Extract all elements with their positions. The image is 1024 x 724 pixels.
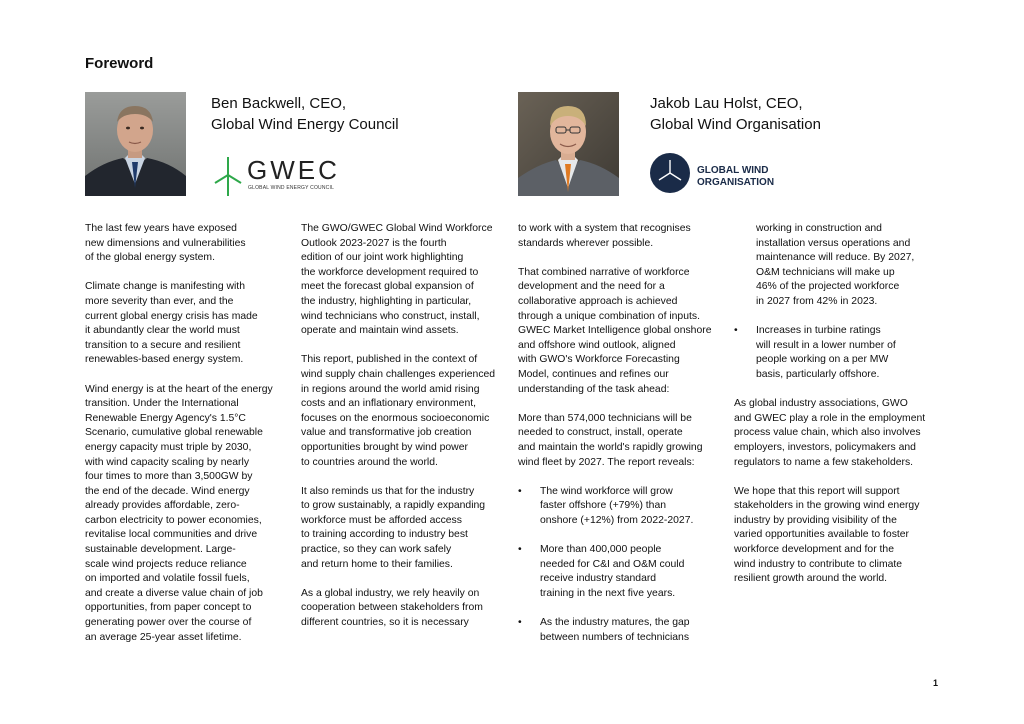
text-line: an average 25-year asset lifetime. [85,631,242,643]
paragraph [301,353,506,470]
ceo-org-line: Global Wind Energy Council [211,116,399,133]
text-column-2 [301,222,506,645]
paragraph [734,485,939,587]
text-line: four times to more than 3,500GW by [85,471,253,483]
paragraph [518,266,723,397]
text-column-4 [734,222,939,601]
text-line: energy capacity must triple by 2030, [85,441,252,453]
text-line: between numbers of technicians [540,631,690,643]
text-line: wind industry to contribute to climate [734,558,903,570]
gwec-logo [213,155,338,197]
ceo-name-line: Ben Backwell, CEO, [211,95,347,112]
text-line: resilient growth around the world. [734,573,888,585]
text-line: O&M technicians will make up [756,266,895,278]
bullet-item [518,485,723,529]
text-line: with GWO's Workforce Forecasting [518,354,680,366]
text-line: meet the forecast global expansion of [301,281,474,293]
ceo-name-backwell [211,93,399,135]
text-line: maintenance will reduce. By 2027, [756,252,915,264]
text-line: Climate change is manifesting with [85,281,245,293]
text-line: and GWEC play a role in the employment [734,412,926,424]
text-line: it abundantly clear the world must [85,325,240,337]
text-line: people working on a per MW [756,354,889,366]
text-line: and maintain the world's rapidly growing [518,441,703,453]
text-line: through a unique combination of inputs. [518,310,700,322]
text-line: new dimensions and vulnerabilities [85,237,246,249]
text-line: of the global energy system. [85,252,215,264]
text-line: working in construction and [756,223,882,234]
text-line: • More than 400,000 people [540,544,662,556]
text-line: more severity than ever, and the [85,295,234,307]
text-line: The GWO/GWEC Global Wind Workforce [301,223,493,234]
text-line: opportunities brought by wind power [301,441,468,453]
text-line: Wind energy is at the heart of the energy [85,383,273,395]
ceo-name-line: Jakob Lau Holst, CEO, [650,95,803,112]
text-line: wind supply chain challenges experienced [301,368,496,380]
page-number: 1 [933,678,939,688]
bullet-continuation [734,222,939,310]
gwo-logo [650,153,800,195]
text-line: understanding of the task ahead: [518,383,670,395]
text-line: We hope that this report will support [734,485,900,497]
text-line: Outlook 2023-2027 is the fourth [301,237,447,249]
text-line: basis, particularly offshore. [756,368,880,380]
text-line: and offshore wind outlook, aligned [518,339,676,351]
text-line: • Increases in turbine ratings [756,325,881,337]
text-line: to work with a system that recognises [518,223,691,234]
text-line: regulators to name a few stakeholders. [734,456,914,468]
text-line: the end of the decade. Wind energy [85,485,250,497]
text-line: • As the industry matures, the gap [540,617,690,629]
text-line: The last few years have exposed [85,223,237,234]
text-line: current global energy crisis has made [85,310,258,322]
paragraph [734,397,939,470]
text-line: edition of our joint work highlighting [301,252,464,264]
text-line: As a global industry, we rely heavily on [301,587,480,599]
text-line: opportunities, from paper concept to [85,602,252,614]
paragraph [85,383,290,646]
ceo-photo-holst [518,92,619,196]
gwo-logo-line: GLOBAL WIND [697,165,769,176]
text-line: needed for C&I and O&M could [540,558,685,570]
bullet-item [734,324,939,382]
text-line: wind technicians who construct, install, [301,310,480,322]
text-line: training in the next five years. [540,587,676,599]
text-line: standards wherever possible. [518,237,654,249]
gwec-logo-subtitle: GLOBAL WIND ENERGY COUNCIL [248,185,335,191]
text-line: to grow sustainably, a rapidly expanding [301,500,486,512]
text-line: revitalise local communities and drive [85,529,258,541]
text-column-3 [518,222,723,660]
text-line: Renewable Energy Agency's 1.5°C [85,412,246,424]
text-line: As global industry associations, GWO [734,398,908,410]
text-line: and return home to their families. [301,558,453,570]
text-line: transition to a secure and resilient [85,339,241,351]
ceo-name-holst [650,93,821,135]
ceo-org-line: Global Wind Organisation [650,116,821,133]
text-line: • The wind workforce will grow [540,485,673,497]
text-line: Scenario, cumulative global renewable [85,427,263,439]
text-line: practice, so they can work safely [301,544,452,556]
text-line: This report, published in the context of [301,354,478,366]
text-line: with wind capacity scaling by nearly [85,456,250,468]
text-line: different countries, so it is necessary [301,617,469,629]
text-line: costs and an inflationary environment, [301,398,477,410]
paragraph [301,485,506,573]
text-line: stakeholders in the growing wind energy [734,500,920,512]
bullet-item [518,543,723,601]
text-column-1 [85,222,290,660]
ceo-photo-backwell [85,92,186,196]
text-line: will result in a lower number of [756,339,896,351]
text-line: on imported and volatile fossil fuels, [85,573,250,585]
gwec-logo-wordmark: GWEC [247,155,340,185]
text-line: It also reminds us that for the industry [301,485,475,497]
text-line: collaborative approach is achieved [518,295,678,307]
text-line: renewables-based energy system. [85,354,244,366]
text-line: Model, continues and refines our [518,368,669,380]
text-line: focuses on the enormous socioeconomic [301,412,490,424]
text-line: scale wind projects reduce reliance [85,558,247,570]
text-line: in 2027 from 42% in 2023. [756,295,878,307]
text-line: generating power over the course of [85,617,252,629]
paragraph [85,222,290,266]
bullet-item [518,616,723,645]
text-line: employers, investors, policymakers and [734,441,916,453]
paragraph [301,587,506,631]
text-line: industry by providing visibility of the [734,514,897,526]
gwo-turbine-circle-icon [650,153,690,193]
text-line: operate and maintain wind assets. [301,325,459,337]
text-line: the industry, highlighting in particular, [301,295,472,307]
paragraph [518,412,723,470]
gwo-logo-line: ORGANISATION [697,177,775,188]
text-line: workforce must be afforded access [301,514,462,526]
text-line: faster offshore (+79%) than [540,500,667,512]
text-line: That combined narrative of workforce [518,266,690,278]
paragraph [301,222,506,339]
text-line: needed to construct, install, operate [518,427,683,439]
text-line: onshore (+12%) from 2022-2027. [540,514,694,526]
text-line: 46% of the projected workforce [756,281,900,293]
text-line: to countries around the world. [301,456,438,468]
text-line: cooperation between stakeholders from [301,602,483,614]
gwo-logo-wordmark [697,165,774,189]
paragraph [518,222,723,251]
text-line: in regions around the world amid rising [301,383,480,395]
paragraph [85,280,290,368]
text-line: sustainable development. Large- [85,544,236,556]
text-line: process value chain, which also involves [734,427,921,439]
wind-turbine-icon [213,155,243,197]
text-line: the workforce development required to [301,266,479,278]
page-heading: Foreword [85,55,154,72]
text-line: workforce development and for the [734,544,894,556]
text-line: receive industry standard [540,573,657,585]
text-line: varied opportunities available to foster [734,529,910,541]
text-line: already provides affordable, zero- [85,500,240,512]
text-line: More than 574,000 technicians will be [518,412,692,424]
text-line: transition. Under the International [85,398,239,410]
text-line: value and transformative job creation [301,427,472,439]
text-line: installation versus operations and [756,237,911,249]
text-line: development and the need for a [518,281,665,293]
text-line: GWEC Market Intelligence global onshore [518,325,712,337]
text-line: and create a diverse value chain of job [85,587,263,599]
text-line: carbon electricity to power economies, [85,514,262,526]
text-line: wind fleet by 2027. The report reveals: [518,456,695,468]
text-line: to training according to industry best [301,529,468,541]
